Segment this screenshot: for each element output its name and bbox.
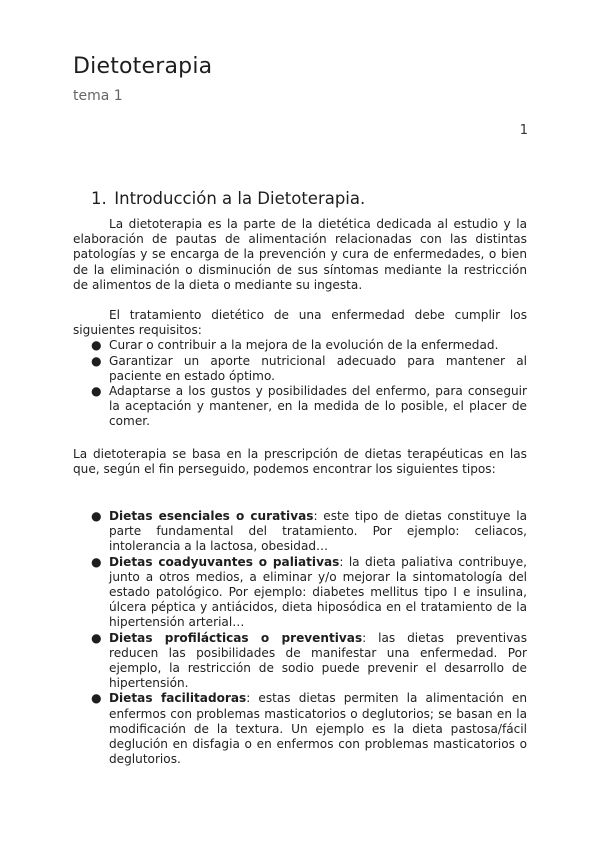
document-subtitle: tema 1 [73,88,123,104]
diet-types-list [73,509,527,767]
bullet-icon: ● [91,691,102,706]
document-title: Dietoterapia [73,54,213,79]
document-body [73,217,527,768]
section-heading [91,189,365,208]
diet-type-name: Dietas profilácticas o preventivas [109,630,363,645]
page-number: 1 [519,123,528,138]
diet-type-name: Dietas esenciales o curativas [109,509,314,524]
list-item [91,691,527,767]
bullet-icon: ● [91,384,102,399]
list-item [91,354,527,384]
list-item [91,555,527,631]
diet-type-description: : este tipo de dietas constituye la parte fundamental del tratamiento. Por ejemplo: celiacos, intolerancia a la lactosa, obesidad… [109,509,527,554]
bullet-icon: ● [91,509,102,524]
bullet-icon: ● [91,554,102,569]
paragraph-types-intro: La dietoterapia se basa en la prescripción de dietas terapéuticas en las que, según el fin perseguido, podemos encontrar los siguientes tipos: [73,446,527,476]
paragraph-definition: La dietoterapia es la parte de la dietética dedicada al estudio y la elaboración de pautas de alimentación relacionadas con las distintas patologías y se encarga de la prevención y cura de enfermedades, o bien de la eliminación o disminución de sus síntomas mediante la restricción de alimentos de la dieta o mediante su ingesta. [73,217,527,292]
diet-type-name: Dietas coadyuvantes o paliativas [109,554,340,569]
diet-type-description: : la dieta paliativa contribuye, junto a otros medios, a eliminar y/o mejorar la sintomatología del estado patológico. Por ejemplo: diabetes mellitus tipo I e insulina, úlcera péptica y antiácidos, dieta hiposódica en el tratamiento de la hipertensión arterial… [109,554,527,630]
bullet-icon: ● [91,630,102,645]
list-item-text: Garantizar un aporte nutricional adecuado para mantener al paciente en estado óptimo. [109,353,527,383]
list-item [91,338,527,353]
list-item [91,384,527,430]
paragraph-requirements-intro: El tratamiento dietético de una enfermedad debe cumplir los siguientes requisitos: [73,308,527,338]
diet-type-description: : estas dietas permiten la alimentación en enfermos con problemas masticatorios o deglutorios; se basan en la modificación de la textura. Un ejemplo es la dieta pastosa/fácil deglución en disfagia o en enfermos con problemas masticatorios o deglutorios. [109,691,527,767]
bullet-icon: ● [91,338,102,353]
list-item-text: Curar o contribuir a la mejora de la evolución de la enfermedad. [109,338,499,353]
requirements-list [73,338,527,429]
section-title: Introducción a la Dietoterapia. [114,189,366,208]
diet-type-name: Dietas facilitadoras [109,691,247,706]
diet-type-description: : las dietas preventivas reducen las posibilidades de manifestar una enfermedad. Por ejemplo, la restricción de sodio puede prevenir el desarrollo de hipertensión. [109,630,527,691]
section-number: 1. [91,189,107,208]
list-item [91,631,527,692]
list-item [91,509,527,555]
bullet-icon: ● [91,353,102,368]
list-item-text: Adaptarse a los gustos y posibilidades del enfermo, para conseguir la aceptación y mantener, en la medida de lo posible, el placer de comer. [109,384,527,429]
